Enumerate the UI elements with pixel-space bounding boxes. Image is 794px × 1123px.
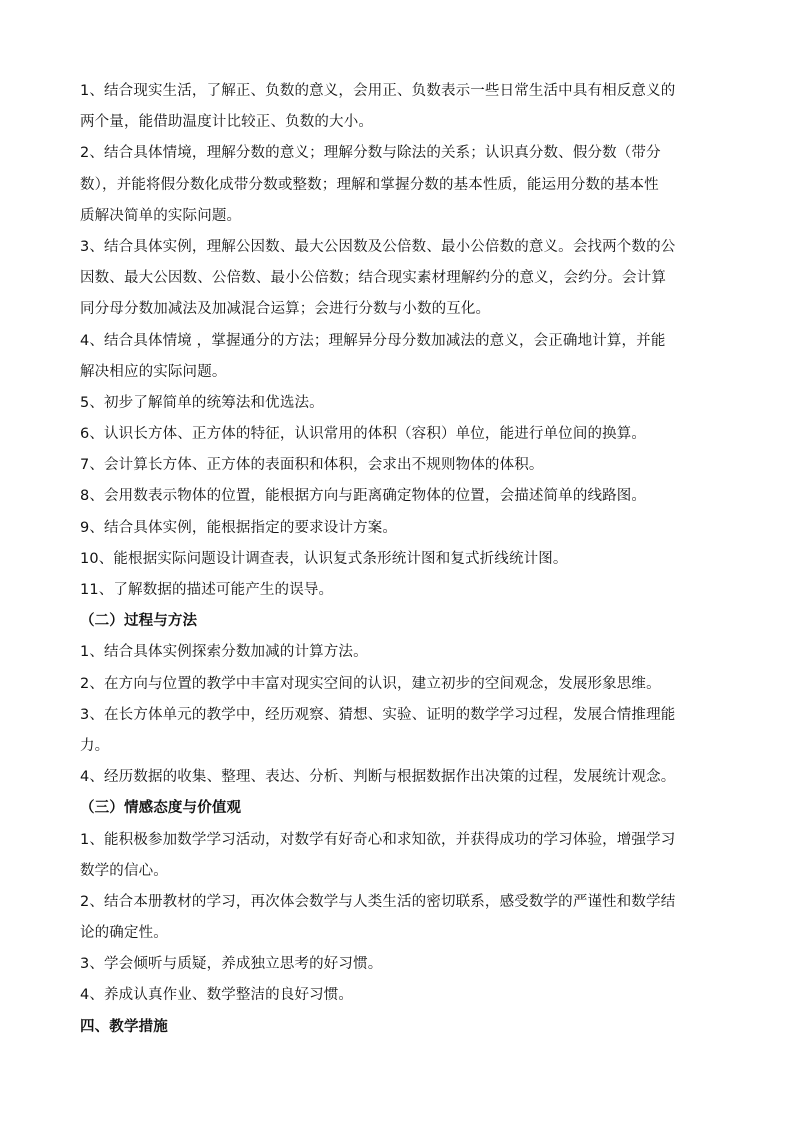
document-page	[80, 76, 720, 1043]
text-line: 10、能根据实际问题设计调查表，认识复式条形统计图和复式折线统计图。	[80, 550, 568, 567]
text-line: 两个量，能借助温度计比较正、负数的大小。	[80, 114, 373, 131]
text-line: 7、会计算长方体、正方体的表面积和体积，会求出不规则物体的体积。	[80, 457, 544, 474]
text-line: 因数、最大公因数、公倍数、最小公倍数；结合现实素材理解约分的意义，会约分。会计算	[80, 270, 666, 287]
text-line: 3、结合具体实例，理解公因数、最大公因数及公倍数、最小公倍数的意义。会找两个数的公	[80, 238, 676, 255]
text-line: 11、了解数据的描述可能产生的误导。	[80, 582, 334, 598]
text-line: 3、在长方体单元的教学中，经历观察、猜想、实验、证明的数学学习过程，发展合情推理能	[80, 706, 676, 723]
text-line: 4、结合具体情境 ，掌握通分的方法；理解异分母分数加减法的意义，会正确地计算，并能	[80, 332, 666, 349]
section-heading-process-method: （二）过程与方法	[80, 613, 198, 630]
text-line: 同分母分数加减法及加减混合运算；会进行分数与小数的互化。	[80, 301, 491, 318]
text-line: 4、养成认真作业、数学整洁的良好习惯。	[80, 987, 354, 1004]
section-heading-teaching-measures: 四、教学措施	[80, 1018, 168, 1035]
text-line: 1、能积极参加数学学习活动，对数学有好奇心和求知欲，并获得成功的学习体验，增强学习	[80, 831, 676, 848]
text-line: 力。	[80, 737, 110, 754]
text-line: 数学的信心。	[80, 862, 168, 879]
text-line: 6、认识长方体、正方体的特征，认识常用的体积（容积）单位，能进行单位间的换算。	[80, 426, 647, 443]
text-line: 1、结合现实生活，了解正、负数的意义，会用正、负数表示一些日常生活中具有相反意义的	[80, 83, 676, 99]
text-line: 8、会用数表示物体的位置，能根据方向与距离确定物体的位置，会描述简单的线路图。	[80, 488, 647, 505]
text-line: 2、在方向与位置的教学中丰富对现实空间的认识，建立初步的空间观念，发展形象思维。	[80, 675, 661, 692]
text-line: 1、结合具体实例探索分数加减的计算方法。	[80, 644, 368, 661]
text-line: 2、结合本册教材的学习，再次体会数学与人类生活的密切联系，感受数学的严谨性和数学结	[80, 893, 676, 910]
section-heading-attitude-values: （三）情感态度与价值观	[80, 800, 242, 817]
text-line: 数），并能将假分数化成带分数或整数；理解和掌握分数的基本性质，能运用分数的基本性	[80, 176, 659, 193]
text-line: 5、初步了解简单的统筹法和优选法。	[80, 394, 324, 411]
text-line: 论的确定性。	[80, 925, 168, 942]
text-line: 2、结合具体情境，理解分数的意义；理解分数与除法的关系；认识真分数、假分数（带分	[80, 145, 661, 162]
text-line: 解决相应的实际问题。	[80, 363, 227, 380]
text-line: 9、结合具体实例，能根据指定的要求设计方案。	[80, 519, 398, 536]
text-line: 4、经历数据的收集、整理、表达、分析、判断与根据数据作出决策的过程，发展统计观念。	[80, 769, 676, 786]
text-line: 质解决简单的实际问题。	[80, 207, 242, 224]
text-line: 3、学会倾听与质疑，养成独立思考的好习惯。	[80, 956, 383, 973]
